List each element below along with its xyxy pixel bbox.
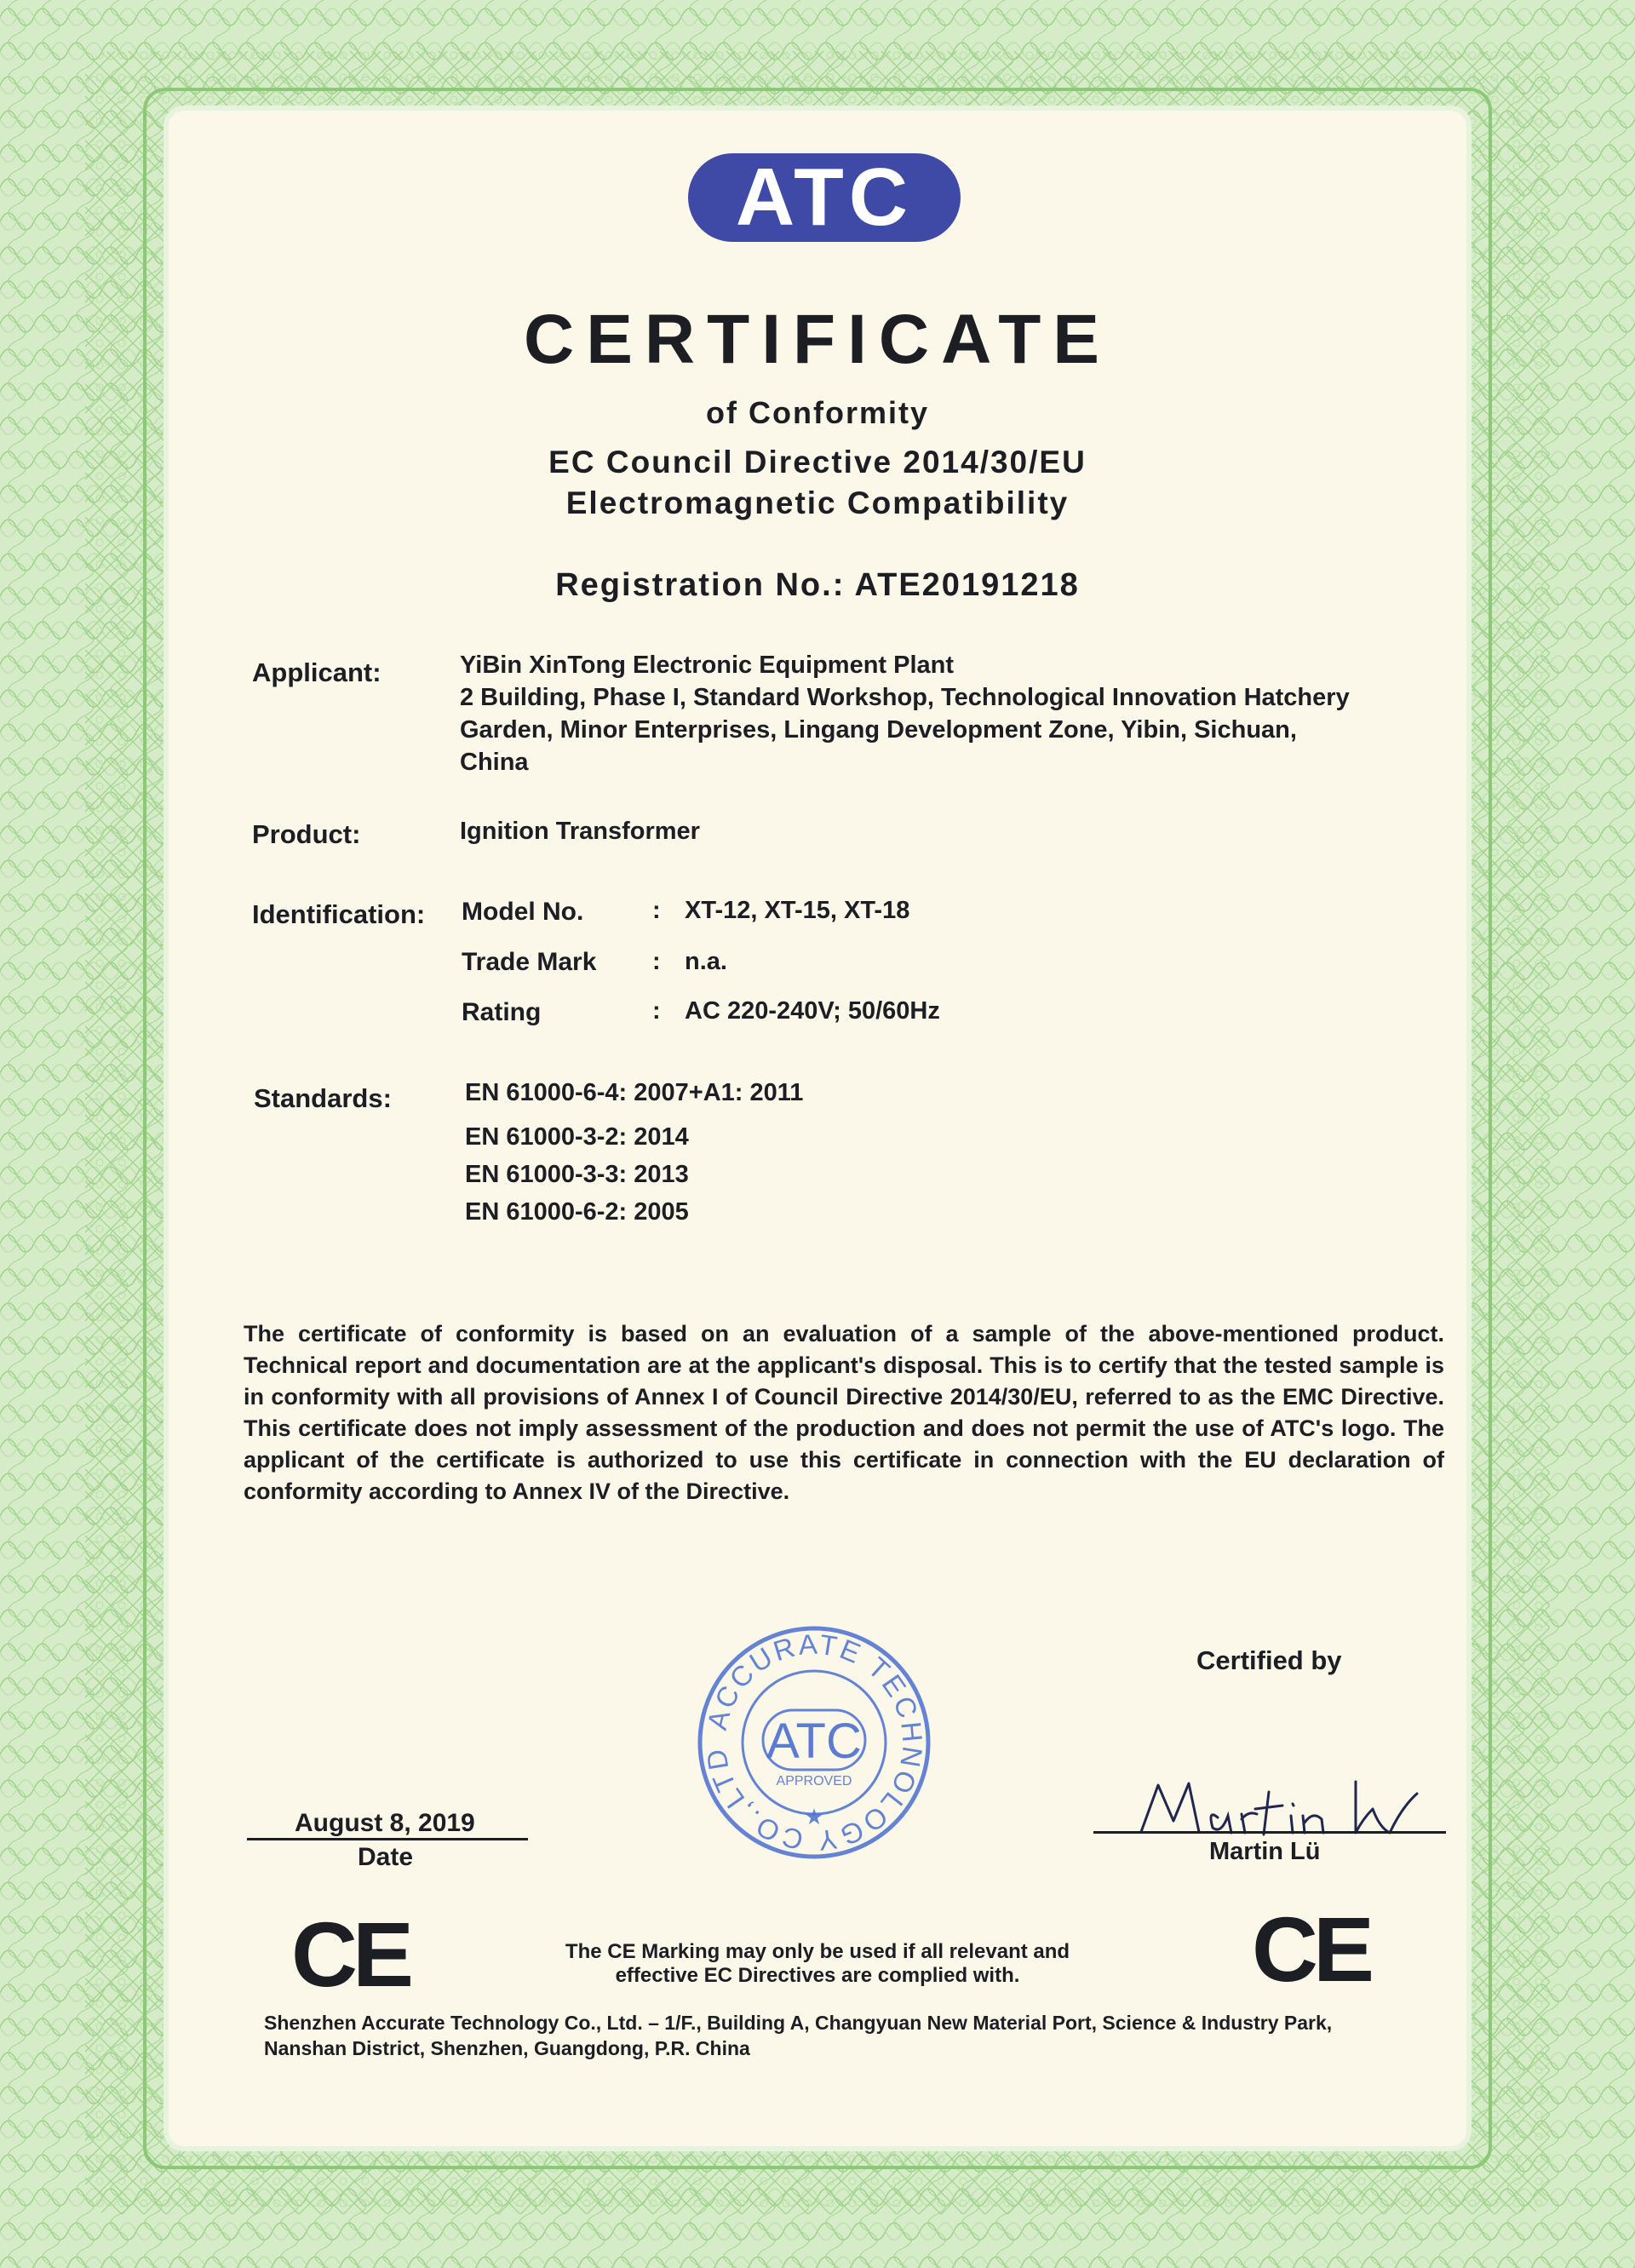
- model-no-key: Model No.: [462, 898, 584, 926]
- seal-ring-text: ACCURATE TECHNOLOGY CO.,LTD: [699, 1628, 929, 1857]
- model-no-value: XT-12, XT-15, XT-18: [685, 897, 910, 924]
- applicant-label: Applicant:: [252, 657, 382, 687]
- seal-center-text: ATC: [766, 1714, 862, 1769]
- identification-label: Identification:: [252, 899, 426, 929]
- applicant-name: YiBin XinTong Electronic Equipment Plant: [460, 652, 955, 679]
- footer-address-line-2: Nanshan District, Shenzhen, Guangdong, P.R. China: [264, 2037, 750, 2059]
- rating-value: AC 220-240V; 50/60Hz: [685, 997, 940, 1025]
- signatory-name: Martin Lü: [1209, 1838, 1321, 1865]
- atc-logo: [688, 153, 961, 242]
- ce-note-line-2: effective EC Directives are complied with.: [615, 1964, 1020, 1987]
- seal-star-icon: ★: [804, 1805, 824, 1830]
- seal-approved-text: APPROVED: [776, 1774, 852, 1789]
- applicant-address-2: Garden, Minor Enterprises, Lingang Development Zone, Yibin, Sichuan,: [460, 716, 1297, 744]
- product-value: Ignition Transformer: [460, 818, 700, 845]
- model-no-sep: :: [652, 897, 661, 924]
- standards-label: Standards:: [254, 1083, 392, 1113]
- rating-sep: :: [652, 997, 661, 1025]
- applicant-address-3: China: [460, 749, 529, 776]
- product-label: Product:: [252, 819, 361, 849]
- ce-note-line-1: The CE Marking may only be used if all relevant and: [565, 1940, 1070, 1963]
- conformity-statement: The certificate of conformity is based on an evaluation of a sample of the above-mentioned product. Technical report and documentation are at the applicant's disposal. This is to certify that the tested sample is in conformity with all provisions of Annex I of Council Directive 2014/30/EU, referred to as the EMC Directive. This certificate does not imply assessment of the production and does not permit the use of ATC's logo. The applicant of the certificate is authorized to use this certificate in connection with the EU declaration of conformity according to Annex IV of the Directive.: [244, 1321, 1444, 1504]
- standard-item: EN 61000-6-2: 2005: [465, 1198, 689, 1226]
- date-line: [247, 1838, 528, 1840]
- ce-mark-right: CE: [1252, 1898, 1370, 2001]
- issue-date: August 8, 2019: [295, 1809, 475, 1837]
- certificate-subtitle: of Conformity: [706, 395, 929, 430]
- directive-name: Electromagnetic Compatibility: [565, 485, 1070, 520]
- trade-mark-value: n.a.: [685, 948, 727, 975]
- signature-line: [1093, 1831, 1446, 1834]
- atc-logo-text: ATC: [735, 152, 914, 243]
- rating-key: Rating: [462, 998, 542, 1026]
- directive-line: EC Council Directive 2014/30/EU: [548, 445, 1087, 479]
- trade-mark-key: Trade Mark: [462, 948, 597, 976]
- ce-mark-left: CE: [291, 1903, 410, 2006]
- certificate-title: CERTIFICATE: [523, 301, 1111, 378]
- registration-number: Registration No.: ATE20191218: [555, 567, 1080, 603]
- trade-mark-sep: :: [652, 948, 661, 975]
- atc-approved-seal: [695, 1623, 933, 1862]
- standard-item: EN 61000-3-2: 2014: [465, 1123, 689, 1151]
- footer-address-line-1: Shenzhen Accurate Technology Co., Ltd. – 1/F., Building A, Changyuan New Material Port, Science & Industry Park,: [264, 2012, 1333, 2034]
- date-label: Date: [358, 1843, 414, 1871]
- applicant-address-1: 2 Building, Phase I, Standard Workshop, Technological Innovation Hatchery: [460, 684, 1350, 711]
- certified-by-label: Certified by: [1196, 1645, 1342, 1675]
- standard-item: EN 61000-6-4: 2007+A1: 2011: [465, 1079, 804, 1106]
- standard-item: EN 61000-3-3: 2013: [465, 1161, 689, 1188]
